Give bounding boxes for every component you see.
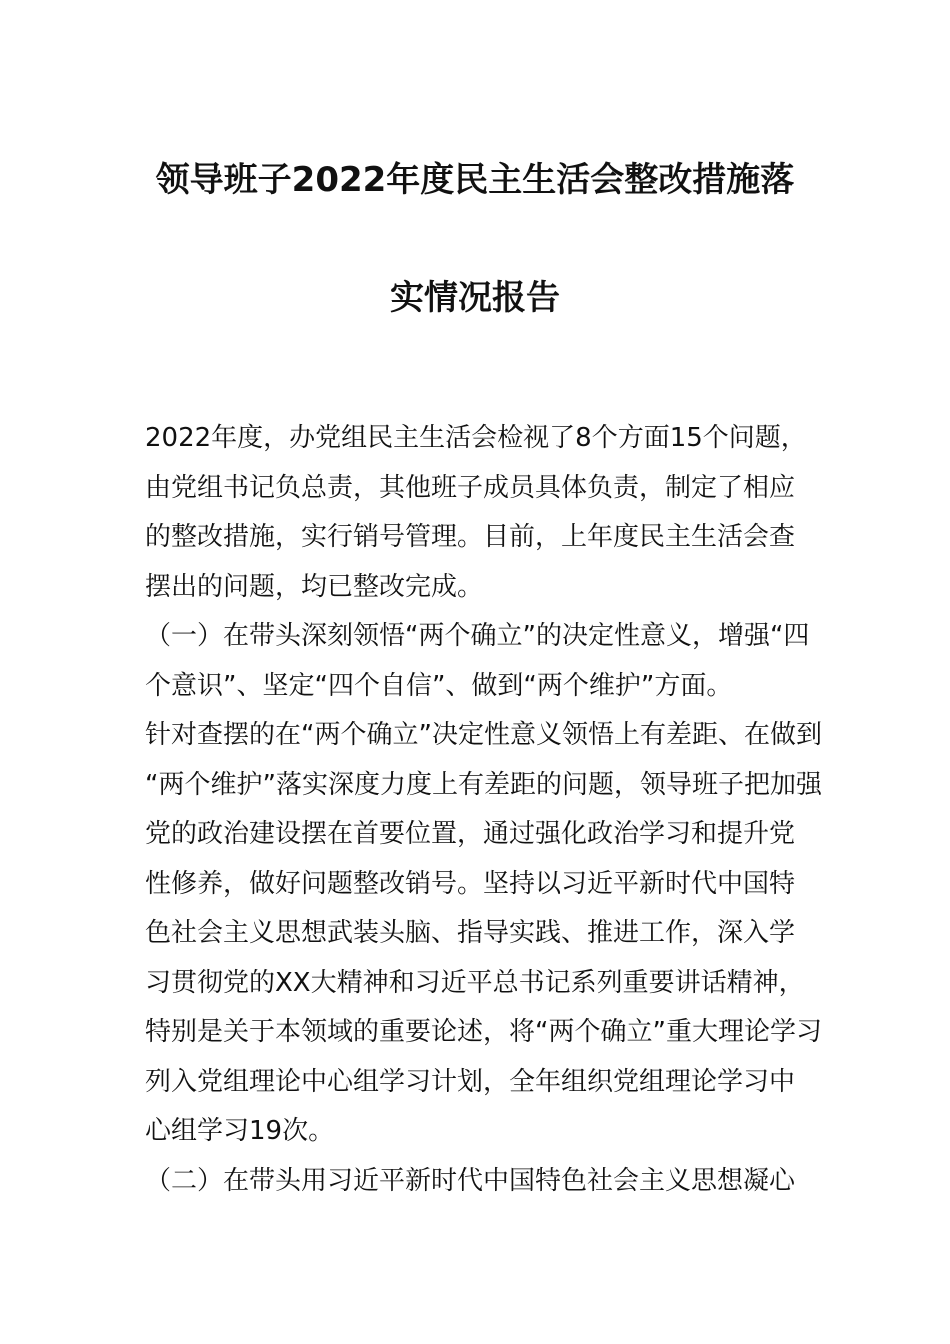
paragraph-2-line: 特别是关于本领域的重要论述，将“两个确立”重大理论学习	[145, 1017, 822, 1047]
paragraph-2-line: 党的政治建设摆在首要位置，通过强化政治学习和提升党	[145, 819, 796, 849]
document-title-line-1: 领导班子2022年度民主生活会整改措施落	[155, 160, 795, 200]
section-heading-2-line: （二）在带头用习近平新时代中国特色社会主义思想凝心	[145, 1165, 796, 1196]
paragraph-2-line: 性修养，做好问题整改销号。坚持以习近平新时代中国特	[145, 868, 796, 899]
paragraph-2-line: 针对查摆的在“两个确立”决定性意义领悟上有差距、在做到	[145, 720, 822, 750]
section-heading-1-line: （一）在带头深刻领悟“两个确立”的决定性意义，增强“四	[145, 621, 810, 651]
document-title-line-2: 实情况报告	[390, 278, 560, 318]
paragraph-2-line: 习贯彻党的XX大精神和习近平总书记系列重要讲话精神，	[145, 967, 805, 998]
paragraph-2-line: 心组学习19次。	[145, 1116, 335, 1146]
paragraph-2-line: 色社会主义思想武装头脑、指导实践、推进工作，深入学	[145, 918, 796, 948]
paragraph-2-line: 列入党组理论中心组学习计划，全年组织党组理论学习中	[145, 1066, 796, 1097]
paragraph-1-line: 的整改措施，实行销号管理。目前，上年度民主生活会查	[145, 522, 796, 552]
paragraph-2-line: “两个维护”落实深度力度上有差距的问题，领导班子把加强	[145, 769, 822, 800]
body-content	[145, 414, 822, 1206]
paragraph-1-line: 摆出的问题，均已整改完成。	[145, 571, 484, 602]
paragraph-1-line: 由党组书记负总责，其他班子成员具体负责，制定了相应	[145, 472, 796, 503]
paragraph-1-line: 2022年度，办党组民主生活会检视了8个方面15个问题，	[145, 423, 807, 453]
section-heading-1-line: 个意识”、坚定“四个自信”、做到“两个维护”方面。	[145, 670, 733, 701]
